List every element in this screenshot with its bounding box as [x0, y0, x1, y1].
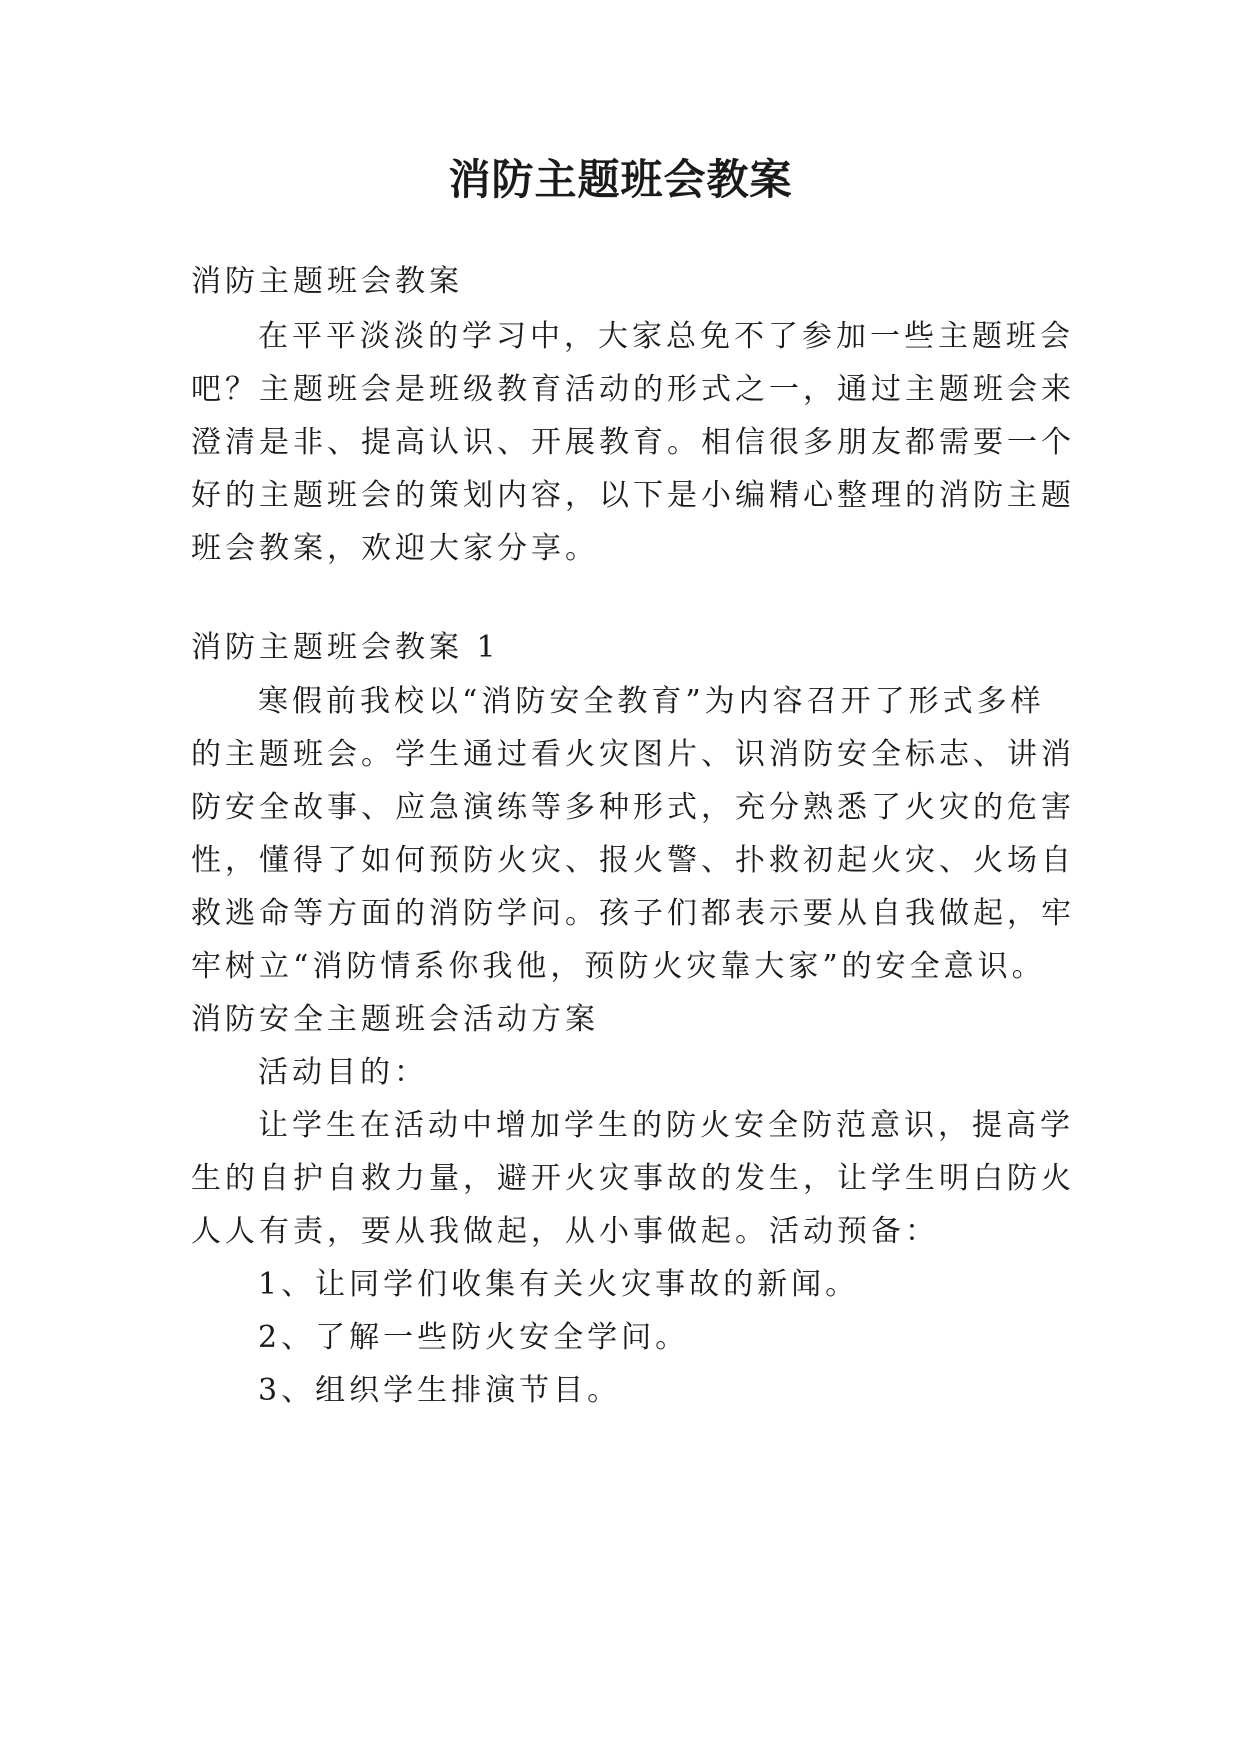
- prep-item-3: 3、组织学生排演节目。: [258, 1373, 622, 1408]
- purpose-label: 活动目的：: [258, 1055, 428, 1090]
- section-heading-intro: 消防主题班会教案: [191, 264, 463, 299]
- section1-line-1: 寒假前我校以“消防安全教育”为内容召开了形式多样: [258, 684, 1045, 719]
- prep-item-2: 2、了解一些防火安全学问。: [258, 1320, 690, 1355]
- intro-line-3: 澄清是非、提高认识、开展教育。相信很多朋友都需要一个: [191, 425, 1075, 460]
- section-heading-1: 消防主题班会教案 1: [191, 630, 500, 665]
- section1-line-6: 牢树立“消防情系你我他，预防火灾靠大家”的安全意识。: [191, 949, 1046, 984]
- purpose-line-1: 让学生在活动中增加学生的防火安全防范意识，提高学: [258, 1108, 1074, 1143]
- purpose-line-2: 生的自护自救力量，避开火灾事故的发生，让学生明白防火: [191, 1161, 1075, 1196]
- section1-line-5: 救逃命等方面的消防学问。孩子们都表示要从自我做起，牢: [191, 896, 1075, 931]
- intro-line-5: 班会教案，欢迎大家分享。: [191, 531, 599, 566]
- intro-line-4: 好的主题班会的策划内容，以下是小编精心整理的消防主题: [191, 478, 1075, 513]
- intro-line-1: 在平平淡淡的学习中，大家总免不了参加一些主题班会: [258, 319, 1074, 354]
- section1-line-4: 性，懂得了如何预防火灾、报火警、扑救初起火灾、火场自: [191, 843, 1075, 878]
- prep-item-1: 1、让同学们收集有关火灾事故的新闻。: [258, 1267, 860, 1302]
- purpose-line-3: 人人有责，要从我做起，从小事做起。活动预备：: [191, 1214, 939, 1249]
- section1-line-3: 防安全故事、应急演练等多种形式，充分熟悉了火灾的危害: [191, 790, 1075, 825]
- intro-line-2: 吧？主题班会是班级教育活动的形式之一，通过主题班会来: [191, 372, 1075, 407]
- activity-plan-heading: 消防安全主题班会活动方案: [191, 1002, 599, 1037]
- section1-line-2: 的主题班会。学生通过看火灾图片、识消防安全标志、讲消: [191, 737, 1075, 772]
- document-title: 消防主题班会教案: [448, 155, 793, 204]
